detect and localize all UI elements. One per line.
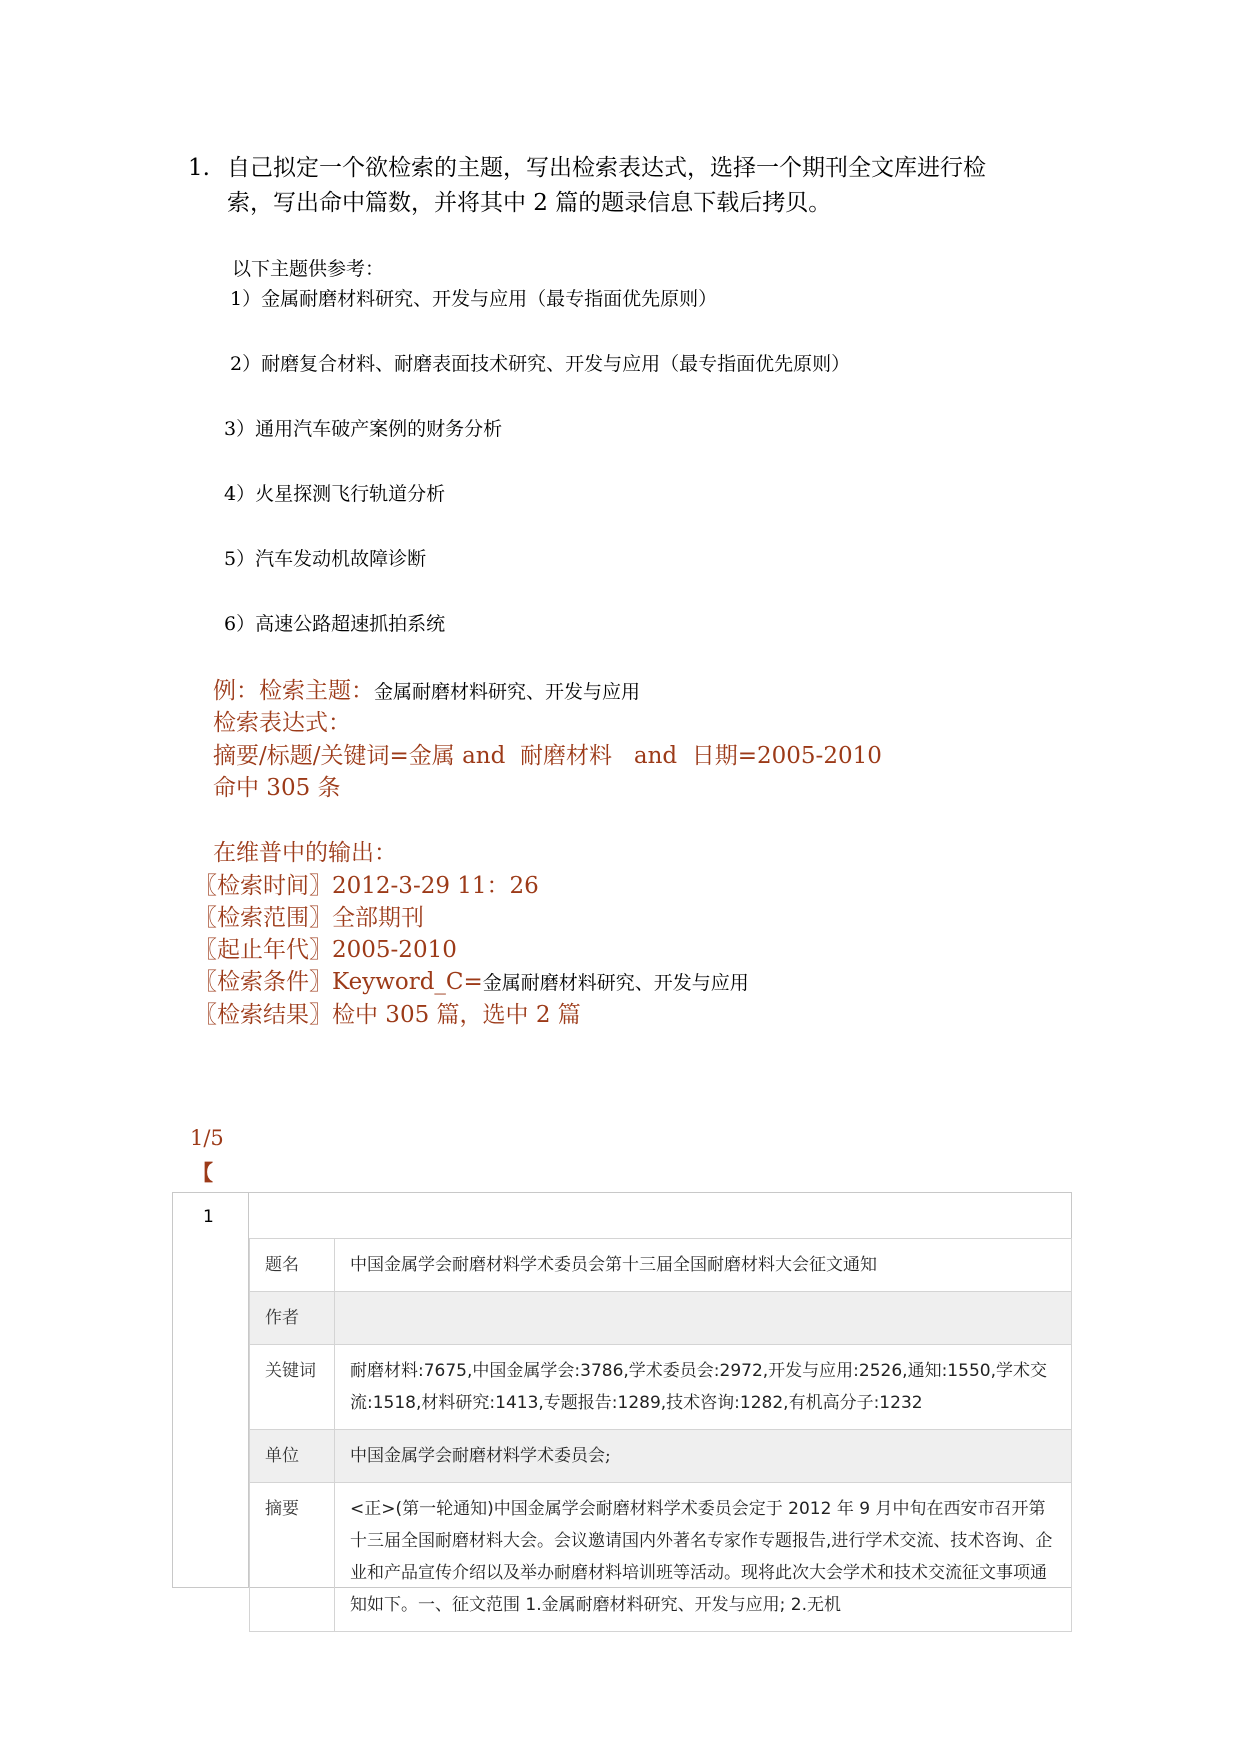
topic-item-6: 6）高速公路超速抓拍系统 — [224, 613, 446, 635]
record-table — [249, 1238, 1072, 1632]
abstract-text: <正>(第一轮通知)中国金属学会耐磨材料学术委员会定于 2012 年 9 月中旬在西安市召开第十三届全国耐磨材料大会。会议邀请国内外著名专家作专题报告,进行学术交流、技术咨询、企业和产品宣传介绍以及举办耐磨材料培训班等活动。现将此次大会学术和技术交流征文事项通知如下。一、征文范围 1.金属耐磨材料研究、开发与应用; 2.无机 — [350, 1499, 1053, 1615]
record-container — [172, 1192, 1072, 1615]
record-index: 1 — [203, 1207, 214, 1227]
record-row-title — [250, 1239, 1072, 1292]
record-row-affiliation — [250, 1430, 1072, 1483]
row-key: 单位 — [250, 1430, 335, 1483]
output-condition-value: 金属耐磨材料研究、开发与应用 — [482, 972, 749, 994]
example-subject-value: 金属耐磨材料研究、开发与应用 — [374, 681, 641, 703]
topic-item-3: 3）通用汽车破产案例的财务分析 — [224, 418, 503, 440]
record-index-column — [173, 1193, 249, 1587]
row-key: 关键词 — [250, 1345, 335, 1430]
topic-item-1: 1）金属耐磨材料研究、开发与应用（最专指面优先原则） — [230, 288, 718, 310]
record-row-keywords — [250, 1345, 1072, 1430]
row-value — [335, 1292, 1072, 1345]
row-key: 题名 — [250, 1239, 335, 1292]
row-key: 摘要 — [250, 1483, 335, 1632]
bracket-mark: 【 — [192, 1160, 213, 1185]
record-row-author — [250, 1292, 1072, 1345]
topic-item-4: 4）火星探测飞行轨道分析 — [224, 483, 446, 505]
example-hits: 命中 305 条 — [213, 775, 341, 801]
row-value: 耐磨材料:7675,中国金属学会:3786,学术委员会:2972,开发与应用:2526,通知:1550,学术交流:1518,材料研究:1413,专题报告:1289,技术咨询:1282,有机高分子:1232 — [335, 1345, 1072, 1430]
output-years: 〖起止年代〗2005-2010 — [194, 937, 457, 963]
record-row-abstract — [250, 1483, 1072, 1632]
question-line-2: 索，写出命中篇数，并将其中 2 篇的题录信息下载后拷贝。 — [227, 190, 832, 216]
example-subject-label: 例：检索主题： — [213, 678, 374, 704]
example-expr-label: 检索表达式： — [213, 710, 351, 736]
topic-item-2: 2）耐磨复合材料、耐磨表面技术研究、开发与应用（最专指面优先原则） — [230, 353, 851, 375]
topic-item-5: 5）汽车发动机故障诊断 — [224, 548, 427, 570]
output-condition-label: 〖检索条件〗Keyword_C= — [194, 969, 483, 995]
row-value — [335, 1483, 1072, 1632]
output-heading: 在维普中的输出： — [213, 840, 397, 866]
output-result: 〖检索结果〗检中 305 篇，选中 2 篇 — [194, 1002, 581, 1028]
question-line-1: 自己拟定一个欲检索的主题，写出检索表达式，选择一个期刊全文库进行检 — [227, 155, 986, 181]
output-scope: 〖检索范围〗全部期刊 — [194, 905, 424, 931]
example-expr-value: 摘要/标题/关键词=金属 and 耐磨材料 and 日期=2005-2010 — [213, 743, 882, 769]
row-key: 作者 — [250, 1292, 335, 1345]
row-value: 中国金属学会耐磨材料学术委员会; — [335, 1430, 1072, 1483]
output-time: 〖检索时间〗2012-3-29 11：26 — [194, 873, 539, 899]
example-subject — [213, 672, 640, 705]
row-value: 中国金属学会耐磨材料学术委员会第十三届全国耐磨材料大会征文通知 — [335, 1239, 1072, 1292]
topics-intro: 以下主题供参考： — [232, 258, 385, 280]
question-number: 1. — [188, 155, 210, 181]
output-condition — [194, 963, 749, 996]
page-marker: 1/5 — [190, 1126, 224, 1150]
